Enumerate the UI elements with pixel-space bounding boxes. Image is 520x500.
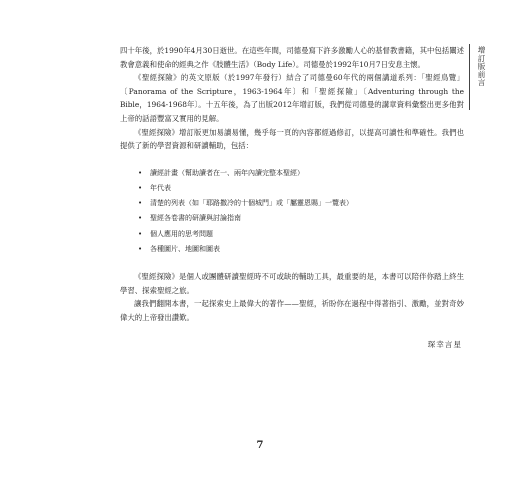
resource-list (120, 166, 464, 257)
list-item (138, 166, 464, 181)
list-item (138, 211, 464, 226)
paragraph-3: 《聖經探險》增訂版更加易讀易懂，幾乎每一頁的內容都經過修訂，以提高可讀性和準確性。我們也提供了新的學習資源和研讀輔助，包括： (120, 127, 464, 151)
side-chapter-title: 增訂版前言 (477, 46, 486, 87)
paragraph-4: 《聖經探險》是個人或團體研讀聖經時不可或缺的輔助工具，最重要的是，本書可以陪伴你踏上終生學習、探索聖經之旅。 (120, 271, 464, 295)
list-item (138, 196, 464, 211)
page-number: 7 (256, 440, 264, 451)
main-text (120, 44, 464, 352)
spacer (120, 153, 464, 166)
bullet-icon: • (138, 183, 143, 192)
bullet-icon: • (138, 244, 143, 253)
bullet-icon: • (138, 229, 143, 238)
signature: 琛幸言星 (427, 340, 462, 350)
list-item (138, 227, 464, 242)
bullet-icon: • (138, 168, 143, 177)
paragraph-5: 讓我們翻開本書，一起探索史上最偉大的著作——聖經，祈盼你在過程中得著指引、激勵，並對奇妙偉大的上帝發出讚歎。 (120, 299, 464, 322)
paragraph-2: 《聖經探險》的英文原版（於1997年發行）結合了司德曼60年代的兩個講道系列：「聖經鳥覽」〔Panorama of the Scripture，1963-1964年〕和「聖經探險」〔Adventuring through the Bible，1964-1968年〕。十五年後，為了出版2012年增訂版，我們從司德曼的講章資料彙整出更多他對上帝的話語豐富又實用的見解。 (120, 73, 464, 123)
list-item (138, 242, 464, 257)
list-item-text: 年代表 (150, 183, 171, 192)
spacer (120, 257, 464, 270)
paragraph-1: 四十年後，於1990年4月30日逝世。在這些年間，司德曼寫下許多激勵人心的基督教書籍，其中包括闡述教會意義和使命的經典之作《肢體生活》（Body Life）。司德曼於1992年10月7日安息主懷。 (120, 46, 464, 69)
list-item-text: 清楚的列表（如「耶路撒冷的十個城門」或「屬靈恩賜」一覽表） (150, 199, 353, 208)
list-item-text: 各種圖片、地圖和圖表 (150, 244, 220, 253)
bullet-icon: • (138, 214, 143, 223)
list-item (138, 181, 464, 196)
side-title-rule (469, 44, 470, 110)
bullet-icon: • (138, 199, 143, 208)
list-item-text: 聖經各卷書的研讀與討論指南 (150, 214, 241, 223)
list-item-text: 讀經計畫（幫助讀者在一、兩年內讀完整本聖經） (150, 168, 304, 177)
list-item-text: 個人應用的思考問題 (150, 229, 213, 238)
